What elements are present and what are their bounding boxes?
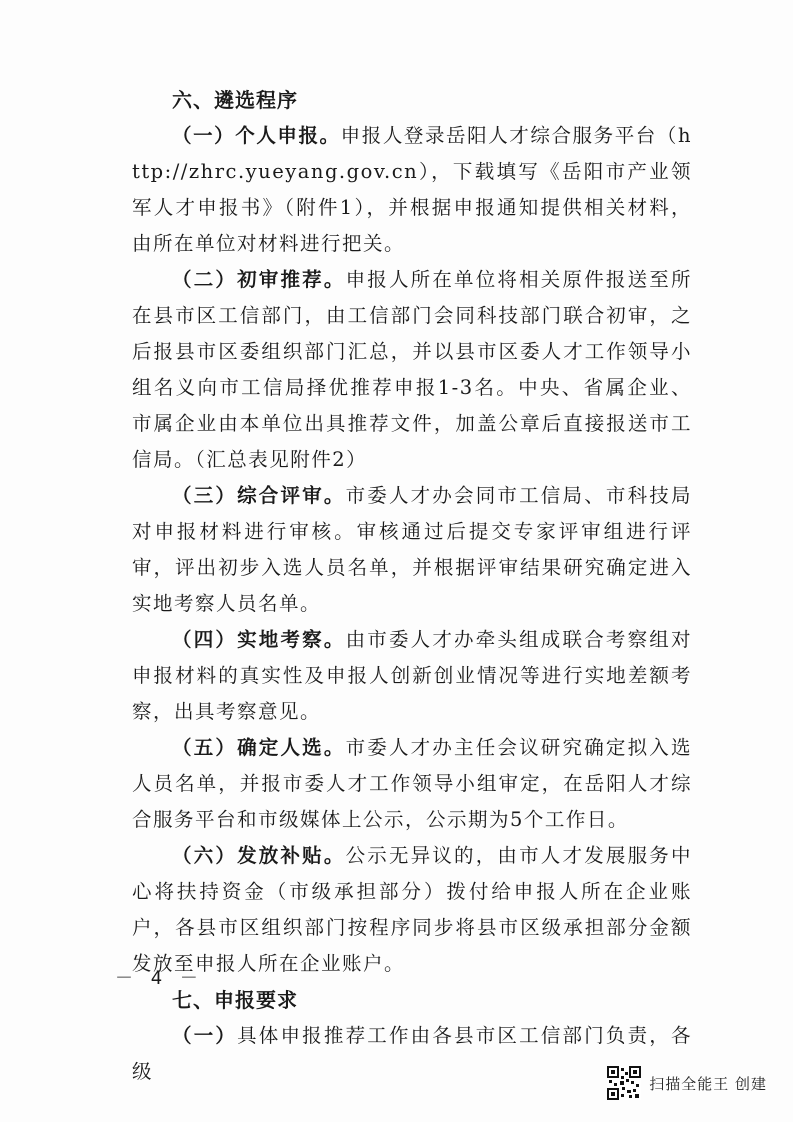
scanner-watermark [607, 1066, 767, 1100]
paragraph-lead: （六）发放补贴。 [172, 844, 346, 867]
paragraph-text: 申报人登录岳阳人才综合服务平台（http://zhrc.yueyang.gov.cn），下载填写《岳阳市产业领军人才申报书》（附件1），并根据申报通知提供相关材料，由所在单位对材料进行把关。 [132, 124, 692, 255]
qr-code-icon [607, 1066, 641, 1100]
section-heading-application-requirements: 七、申报要求 [172, 988, 298, 1012]
paragraph-field-inspection [132, 622, 692, 730]
page-number: － 4 － [115, 968, 204, 989]
paragraph-text: 市委人才办主任会议研究确定拟入选人员名单，并报市委人才工作领导小组审定，在岳阳人才综合服务平台和市级媒体上公示，公示期为5个工作日。 [132, 736, 692, 831]
watermark-text: 扫描全能王 创建 [649, 1074, 767, 1093]
paragraph-lead: （四）实地考察。 [172, 628, 346, 651]
paragraph-preliminary-review [132, 262, 692, 478]
paragraph-text: 申报人所在单位将相关原件报送至所在县市区工信部门，由工信部门会同科技部门联合初审，之后报县市区委组织部门汇总，并以县市区委人才工作领导小组名义向市工信局择优推荐申报1-3名。中央、省属企业、市属企业由本单位出具推荐文件，加盖公章后直接报送市工信局。（汇总表见附件2） [132, 268, 692, 471]
paragraph-text: 公示无异议的，由市人才发展服务中心将扶持资金（市级承担部分）拨付给申报人所在企业账户，各县市区组织部门按程序同步将县市区级承担部分金额发放至申报人所在企业账户。 [132, 844, 692, 975]
paragraph-subsidy-payment [132, 838, 692, 982]
paragraph-comprehensive-review [132, 478, 692, 622]
paragraph-lead: （二）初审推荐。 [172, 268, 346, 291]
paragraph-text: 具体申报推荐工作由各县市区工信部门负责，各级 [132, 1024, 692, 1083]
paragraph-personal-application [132, 118, 692, 262]
paragraph-text: 由市委人才办牵头组成联合考察组对申报材料的真实性及申报人创新创业情况等进行实地差额考察，出具考察意见。 [132, 628, 692, 723]
paragraph-lead: （一）个人申报。 [172, 124, 341, 147]
paragraph-lead: （三）综合评审。 [172, 484, 346, 507]
section-heading-selection-procedure: 六、遴选程序 [172, 88, 298, 112]
paragraph-lead: （一） [172, 1024, 238, 1047]
paragraph-confirm-candidates [132, 730, 692, 838]
paragraph-text: 市委人才办会同市工信局、市科技局对申报材料进行审核。审核通过后提交专家评审组进行评审，评出初步入选人员名单，并根据评审结果研究确定进入实地考察人员名单。 [132, 484, 692, 615]
paragraph-lead: （五）确定人选。 [172, 736, 346, 759]
document-body [132, 82, 692, 1090]
